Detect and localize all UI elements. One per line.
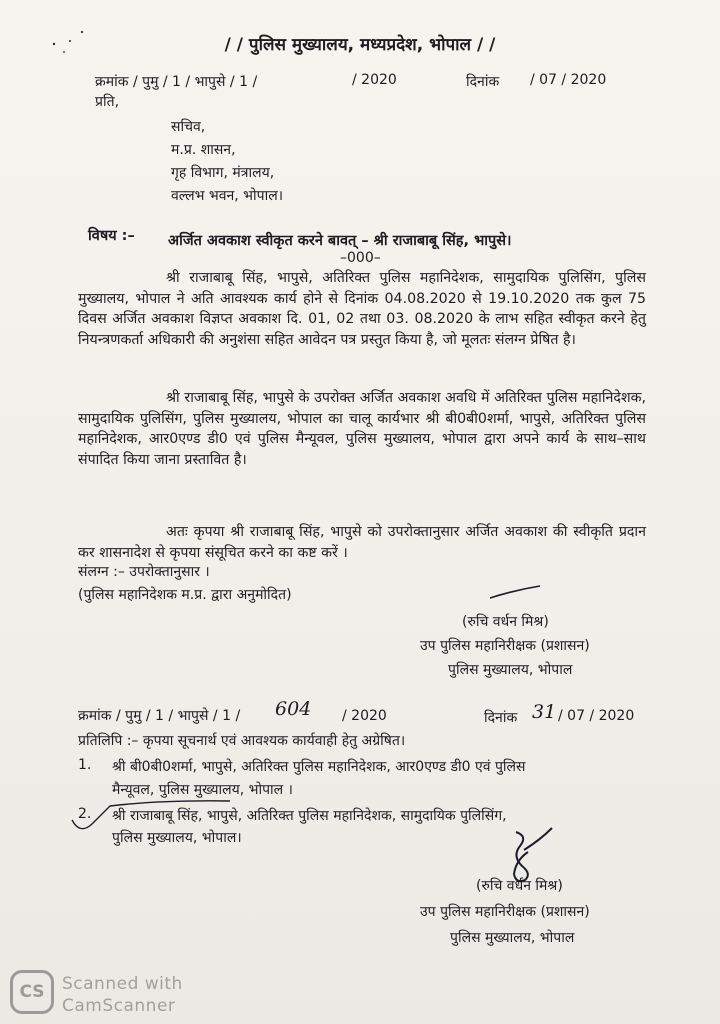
recipient-line: म.प्र. शासन, xyxy=(171,142,236,158)
date-label: दिनांक xyxy=(466,74,500,90)
copy-date-label: दिनांक xyxy=(484,710,518,726)
copy-date-rest: / 07 / 2020 xyxy=(558,708,635,724)
copy-item-line: श्री बी0बी0शर्मा, भापुसे, अतिरिक्त पुलिस महानिदेशक, आर0एण्ड डी0 एवं पुलिस xyxy=(112,759,526,775)
copy-item-line: श्री राजाबाबू सिंह, भापुसे, अतिरिक्त पुलिस महानिदेशक, सामुदायिक पुलिसिंग, xyxy=(112,808,507,824)
scan-speckles xyxy=(53,31,83,53)
watermark-line-1: Scanned with xyxy=(62,974,183,994)
body-paragraph-1: श्री राजाबाबू सिंह, भापुसे, अतिरिक्त पुलिस महानिदेशक, सामुदायिक पुलिसिंग, पुलिस मुख्यालय, भोपाल ने अति आवश्यक कार्य होने से दिनांक 04.08.2020 से 19.10.2020 तक कुल 75 दिवस अर्जित अवकाश विज्ञप्त अवकाश दि. 01, 02 तथा 03. 08.2020 के लाभ सहित स्वीकृत करने हेतु नियन्त्रणकर्ता अधिकारी की अनुशंसा सहित आवेदन पत्र प्रस्तुत किया है, जो मूलतः संलग्न प्रेषित है। xyxy=(78,270,646,348)
signatory-name: (रुचि वर्धन मिश्र) xyxy=(462,614,549,630)
copy-signatory-name: (रुचि वर्धन मिश्र) xyxy=(476,878,563,894)
copy-item-number: 1. xyxy=(78,757,92,773)
copy-signatory-designation: उप पुलिस महानिरीक्षक (प्रशासन) xyxy=(420,904,590,920)
approval-note: (पुलिस महानिदेशक म.प्र. द्वारा अनुमोदित) xyxy=(78,587,292,603)
signatory-designation: उप पुलिस महानिरीक्षक (प्रशासन) xyxy=(420,638,590,654)
copy-signatory-office: पुलिस मुख्यालय, भोपाल xyxy=(450,930,575,946)
signatory-office: पुलिस मुख्यालय, भोपाल xyxy=(448,662,573,678)
recipient-line: सचिव, xyxy=(171,119,206,135)
signature-mark xyxy=(514,828,552,881)
reference-year: / 2020 xyxy=(352,72,397,88)
tick-mark xyxy=(72,801,230,829)
subject-text: अर्जित अवकाश स्वीकृत करने बावत् – श्री राजाबाबू सिंह, भापुसे। xyxy=(168,233,512,249)
letter-header: / / पुलिस मुख्यालय, मध्यप्रदेश, भोपाल / / xyxy=(224,35,496,55)
approval-pen-stroke xyxy=(490,586,540,598)
separator: –000– xyxy=(340,250,381,266)
copy-item-line: पुलिस मुख्यालय, भोपाल। xyxy=(112,830,242,846)
date-value: / 07 / 2020 xyxy=(530,72,607,88)
copy-forward-line: प्रतिलिपि :– कृपया सूचनार्थ एवं आवश्यक कार्यवाही हेतु अग्रेषित। xyxy=(78,733,406,749)
handwritten-dispatch-number: 604 xyxy=(275,698,312,720)
handwritten-date-day: 31 xyxy=(532,701,557,723)
reference-number: क्रमांक / पुमु / 1 / भापुसे / 1 / xyxy=(95,74,258,90)
copy-item-line: मैन्यूवल, पुलिस मुख्यालय, भोपाल । xyxy=(112,782,293,798)
body-paragraph-3: अतः कृपया श्री राजाबाबू सिंह, भापुसे को उपरोक्तानुसार अर्जित अवकाश की स्वीकृति प्रदान कर शासनादेश से कृपया संसूचित करने का कष्ट करें । xyxy=(78,524,646,561)
copy-item-number: 2. xyxy=(78,806,92,822)
enclosure-line: संलग्न :– उपरोक्तानुसार । xyxy=(78,564,210,580)
subject-label: विषय :– xyxy=(88,228,135,244)
camscanner-logo: CS xyxy=(10,970,54,1014)
to-label: प्रति, xyxy=(95,94,120,110)
watermark-line-2: CamScanner xyxy=(62,996,176,1016)
copy-reference-number: क्रमांक / पुमु / 1 / भापुसे / 1 / xyxy=(78,708,241,724)
copy-reference-year: / 2020 xyxy=(342,708,387,724)
body-paragraph-2: श्री राजाबाबू सिंह, भापुसे के उपरोक्त अर्जित अवकाश अवधि में अतिरिक्त पुलिस महानिदेशक, सामुदायिक पुलिसिंग, पुलिस मुख्यालय, भोपाल का चालू कार्यभार श्री बी0बी0शर्मा, भापुसे, अतिरिक्त पुलिस महानिदेशक, आर0एण्ड डी0 एवं पुलिस मैन्यूवल, पुलिस मुख्यालय, भोपाल द्वारा अपने कार्य के साथ–साथ संपादित किया जाना प्रस्तावित है। xyxy=(78,390,646,468)
recipient-line: गृह विभाग, मंत्रालय, xyxy=(171,165,275,181)
recipient-line: वल्लभ भवन, भोपाल। xyxy=(171,188,284,204)
